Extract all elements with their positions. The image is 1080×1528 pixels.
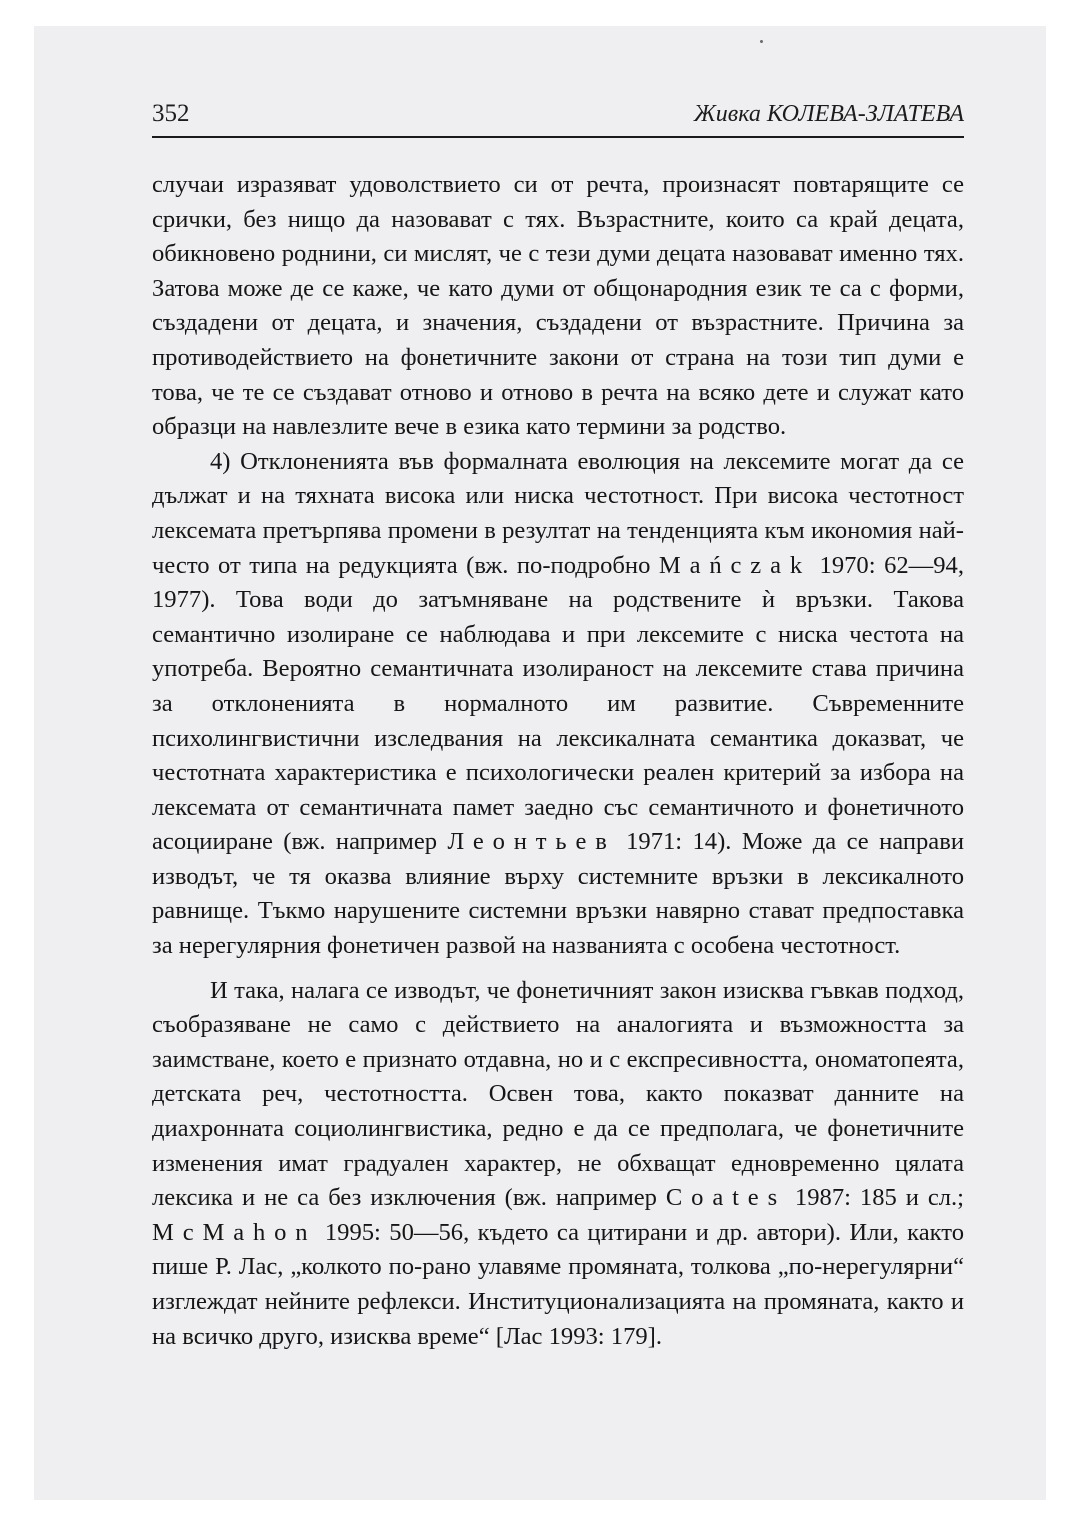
paragraph-text: 4) Отклоненията във формалната еволюция на лексемите могат да се дължат и на тяхната висока или ниска честотност. При висока честотност лексемата претърпява промени в резултат на тенденцията към икономия най-често от типа на редукцията (вж. по-подробно — [152, 447, 964, 579]
paragraph-text: И така, налага се изводът, че фонетичният закон изисква гъвкав подход, съобразяване не само с действието на аналогията и възможността за заимстване, което е признато отдавна, но и с експресивността, ономатопеята, детската реч, честотността. Освен това, както показват данните на диахронната социолингвистика, редно е да се предполага, че фонетичните изменения имат градуален характер, не обхващат едновременно цялата лексика и не са без изключения (вж. например — [152, 976, 964, 1212]
page-header — [152, 100, 964, 138]
paragraph-text: 1971: 14). Може да се направи изводът, че тя оказва влияние върху системните връзки в лексикалното равнище. Тъкмо нарушените системни връзки навярно стават предпоставка за нерегулярния фонетичен развой на названията с особена честотност. — [152, 828, 964, 960]
paragraph-text: 1995: 50—56, където са цитирани и др. автори). Или, както пише Р. Лас, „колкото по-рано улавяме промяната, толкова „по-нерегулярни“ изглеждат нейните рефлекси. Институционализацията на промяната, както и на всичко друго, изисква време“ [Лас 1993: 179]. — [152, 1218, 964, 1350]
paragraph-frequency — [152, 445, 964, 964]
running-head-author: Живка КОЛЕВА-ЗЛАТЕВА — [693, 101, 964, 127]
paragraph-text: 1987: 185 и сл.; — [786, 1184, 964, 1212]
scan-speck — [760, 40, 763, 43]
paragraph-conclusion — [152, 974, 964, 1355]
paragraph-continuation — [152, 168, 964, 445]
page-number: 352 — [152, 100, 190, 127]
paragraph-text: случаи изразяват удоволствието си от речта, произнасят повтарящите се срички, без нищо да назовават с тях. Възрастните, които са край децата, обикновено роднини, си мислят, че с тези думи децата назовават именно тях. Затова може де се каже, че като думи от общонародния език те са с форми, създадени от децата, и значения, създадени от възрастните. Причина за противодействието на фонетичните закони от страна на този тип думи е това, че те се създават отново и отново в речта на всяко дете и служат като образци на навлезлите вече в езика като термини за родство. — [152, 171, 964, 441]
book-page — [152, 100, 964, 1354]
cited-author-manczak: Mańczak — [658, 551, 812, 579]
cited-author-leontiev: Леонтьев — [447, 828, 616, 856]
cited-author-coates: Coates — [665, 1184, 786, 1212]
cited-author-mcmahon: McMahon — [152, 1218, 317, 1246]
paragraph-text: 1970: 62—94, 1977). Това води до затъмняване на родствените ѝ връзки. Такова семантично изолиране се наблюдава и при лексемите с ниска честота на употреба. Вероятно семантичната изолираност на лексемите става причина за отклоненията в нормалното им развитие. Съвременните психолингвистични изследвания на лексикалната семантика доказват, че честотната характеристика е психологически реален критерий за избора на лексемата от семантичната памет заедно със семантичното и фонетичното асоцииране (вж. например — [152, 551, 964, 856]
body-text — [152, 168, 964, 1354]
